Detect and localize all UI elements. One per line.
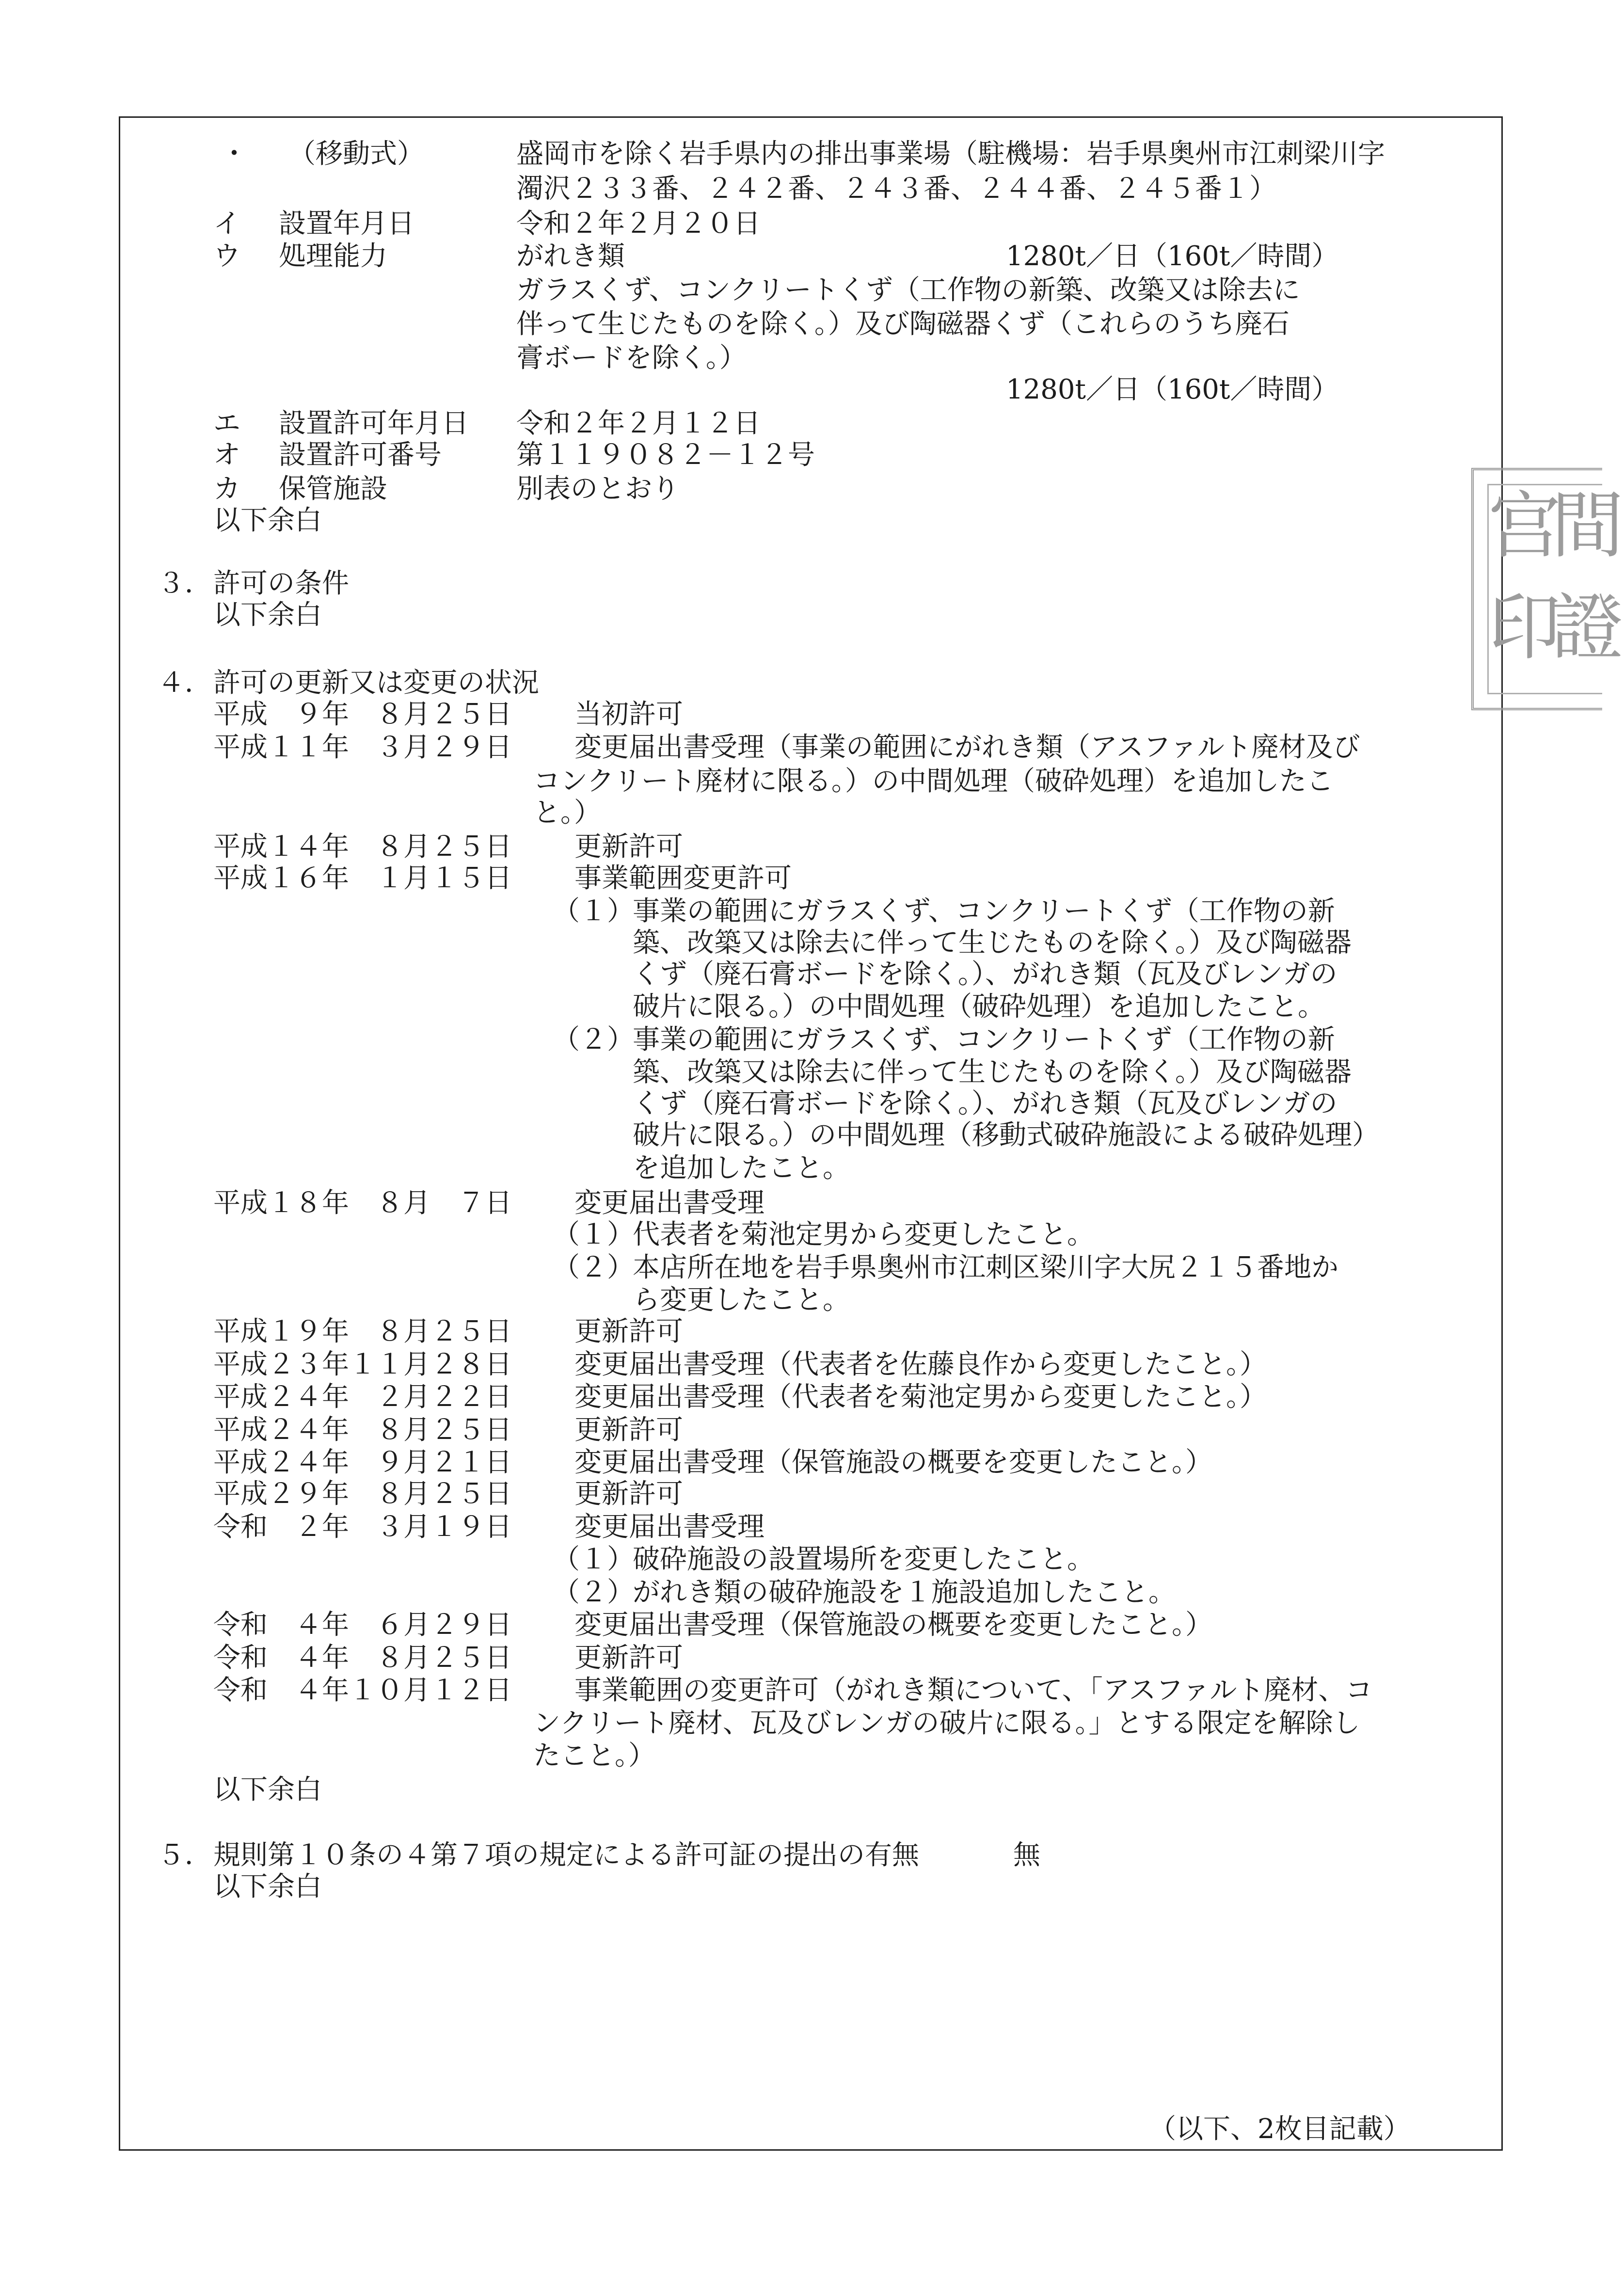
sub-item-text: 破片に限る。）の中間処理（破砕処理）を追加したこと。 bbox=[633, 991, 1325, 1023]
section3-title: 許可の条件 bbox=[213, 568, 349, 599]
history-date: 平成２４年 ９月２１日 bbox=[213, 1447, 512, 1478]
section5-title: 規則第１０条の４第７項の規定による許可証の提出の有無 bbox=[213, 1839, 919, 1871]
section5-remainder: 以下余白 bbox=[213, 1871, 322, 1902]
item-o-label: 設置許可番号 bbox=[279, 439, 442, 471]
history-text: 変更届出書受理 bbox=[574, 1511, 764, 1543]
item-u-waste2-line1: ガラスくず、コンクリートくず（工作物の新築、改築又は除去に bbox=[516, 274, 1300, 306]
history-date: 平成 ９年 ８月２５日 bbox=[213, 699, 512, 730]
history-date: 令和 ２年 ３月１９日 bbox=[213, 1511, 512, 1543]
section5-number: ５． bbox=[158, 1839, 212, 1871]
history-date: 平成２４年 ８月２５日 bbox=[213, 1414, 512, 1446]
mobile-location-line2: 濁沢２３３番、２４２番、２４３番、２４４番、２４５番１） bbox=[516, 173, 1276, 205]
sub-item-text: くず（廃石膏ボードを除く。）、がれき類（瓦及びレンガの bbox=[633, 959, 1337, 990]
history-date: 平成１８年 ８月 ７日 bbox=[213, 1187, 512, 1219]
history-text: 更新許可 bbox=[574, 831, 683, 863]
item-e-label: 設置許可年月日 bbox=[279, 408, 469, 439]
history-text: 当初許可 bbox=[574, 699, 683, 730]
sub-item-text: 破片に限る。）の中間処理（移動式破砕施設による破砕処理） bbox=[633, 1119, 1379, 1151]
sub-item-number: （１） bbox=[553, 1219, 634, 1250]
history-date: 平成１１年 ３月２９日 bbox=[213, 732, 512, 763]
history-date: 平成１９年 ８月２５日 bbox=[213, 1316, 512, 1347]
item-ka-key: カ bbox=[213, 473, 240, 505]
section3-number: ３． bbox=[158, 568, 212, 599]
sub-item-text: 事業の範囲にガラスくず、コンクリートくず（工作物の新 bbox=[633, 1024, 1335, 1055]
sub-item-number: （１） bbox=[553, 895, 634, 927]
sub-item-text: 代表者を菊池定男から変更したこと。 bbox=[633, 1219, 1094, 1250]
section5-value: 無 bbox=[1013, 1839, 1040, 1871]
sub-item-text: 破砕施設の設置場所を変更したこと。 bbox=[633, 1544, 1094, 1575]
item-o-key: オ bbox=[213, 439, 240, 471]
continuation-note: （以下、2枚目記載） bbox=[1149, 2113, 1411, 2145]
section4-remainder: 以下余白 bbox=[213, 1774, 322, 1806]
section3-remainder: 以下余白 bbox=[213, 599, 322, 631]
item-u-key: ウ bbox=[213, 240, 240, 272]
history-text: 変更届出書受理（事業の範囲にがれき類（アスファルト廃材及び bbox=[574, 732, 1360, 763]
history-date: 平成１６年 １月１５日 bbox=[213, 863, 512, 894]
history-date: 平成２３年１１月２８日 bbox=[213, 1349, 512, 1380]
history-text: 更新許可 bbox=[574, 1642, 683, 1674]
history-date: 平成２４年 ２月２２日 bbox=[213, 1381, 512, 1413]
history-text: 事業範囲の変更許可（がれき類について、「アスファルト廃材、コ bbox=[574, 1675, 1373, 1706]
item-u-label: 処理能力 bbox=[279, 240, 387, 272]
history-text: 事業範囲変更許可 bbox=[574, 863, 792, 894]
item-u-waste1: がれき類 bbox=[516, 240, 625, 272]
sub-item-number: （２） bbox=[553, 1252, 634, 1283]
item-i-label: 設置年月日 bbox=[279, 208, 414, 240]
section2-remainder: 以下余白 bbox=[213, 505, 322, 536]
history-text: たこと。） bbox=[533, 1740, 655, 1772]
sub-item-text: くず（廃石膏ボードを除く。）、がれき類（瓦及びレンガの bbox=[633, 1088, 1337, 1119]
mobile-label: （移動式） bbox=[288, 138, 424, 170]
history-text: 変更届出書受理（保管施設の概要を変更したこと。） bbox=[574, 1447, 1212, 1478]
history-text: ンクリート廃材、瓦及びレンガの破片に限る。」とする限定を解除し bbox=[533, 1708, 1360, 1739]
sub-item-text: 築、改築又は除去に伴って生じたものを除く。）及び陶磁器 bbox=[633, 1056, 1352, 1088]
history-text: 変更届出書受理（代表者を菊池定男から変更したこと。） bbox=[574, 1381, 1267, 1413]
history-text: 更新許可 bbox=[574, 1316, 683, 1347]
item-e-value: 令和２年２月１２日 bbox=[516, 408, 761, 439]
history-text: 変更届出書受理（保管施設の概要を変更したこと。） bbox=[574, 1609, 1212, 1641]
sub-item-text: がれき類の破砕施設を１施設追加したこと。 bbox=[633, 1577, 1176, 1608]
mobile-bullet: ・ bbox=[221, 138, 248, 170]
seal-stamp: 宫 間 印 證 bbox=[1471, 468, 1602, 710]
history-text: 変更届出書受理 bbox=[574, 1187, 764, 1219]
history-date: 令和 ４年１０月１２日 bbox=[213, 1675, 512, 1706]
history-text: 変更届出書受理（代表者を佐藤良作から変更したこと。） bbox=[574, 1349, 1267, 1380]
item-u-capacity2: 1280t／日（160t／時間） bbox=[1006, 374, 1339, 405]
section4-title: 許可の更新又は変更の状況 bbox=[213, 667, 539, 699]
sub-item-text: を追加したこと。 bbox=[633, 1152, 850, 1184]
section4-number: ４． bbox=[158, 667, 212, 699]
item-i-value: 令和２年２月２０日 bbox=[516, 208, 761, 240]
sub-item-number: （２） bbox=[553, 1577, 634, 1608]
sub-item-text: ら変更したこと。 bbox=[633, 1284, 850, 1316]
history-text: 更新許可 bbox=[574, 1478, 683, 1510]
item-e-key: エ bbox=[213, 408, 240, 439]
item-u-capacity1: 1280t／日（160t／時間） bbox=[1006, 240, 1339, 272]
sub-item-number: （２） bbox=[553, 1024, 634, 1055]
mobile-location-line1: 盛岡市を除く岩手県内の排出事業場（駐機場：岩手県奥州市江刺梁川字 bbox=[516, 138, 1385, 170]
item-ka-label: 保管施設 bbox=[279, 473, 387, 505]
history-text: 更新許可 bbox=[574, 1414, 683, 1446]
history-text: コンクリート廃材に限る。）の中間処理（破砕処理）を追加したこ bbox=[533, 766, 1334, 797]
history-date: 令和 ４年 ８月２５日 bbox=[213, 1642, 512, 1674]
item-u-waste2-line3: 膏ボードを除く。） bbox=[516, 342, 747, 374]
item-u-waste2-line2: 伴って生じたものを除く。）及び陶磁器くず（これらのうち廃石 bbox=[516, 308, 1290, 340]
sub-item-number: （１） bbox=[553, 1544, 634, 1575]
sub-item-text: 築、改築又は除去に伴って生じたものを除く。）及び陶磁器 bbox=[633, 927, 1352, 959]
history-date: 平成１４年 ８月２５日 bbox=[213, 831, 512, 863]
sub-item-text: 本店所在地を岩手県奥州市江刺区梁川字大尻２１５番地か bbox=[633, 1252, 1338, 1283]
item-i-key: イ bbox=[213, 208, 240, 240]
item-ka-value: 別表のとおり bbox=[516, 473, 679, 505]
item-o-value: 第１１９０８２－１２号 bbox=[516, 439, 815, 471]
history-date: 平成２９年 ８月２５日 bbox=[213, 1478, 512, 1510]
history-date: 令和 ４年 ６月２９日 bbox=[213, 1609, 512, 1641]
history-text: と。） bbox=[533, 797, 601, 829]
sub-item-text: 事業の範囲にガラスくず、コンクリートくず（工作物の新 bbox=[633, 895, 1335, 927]
